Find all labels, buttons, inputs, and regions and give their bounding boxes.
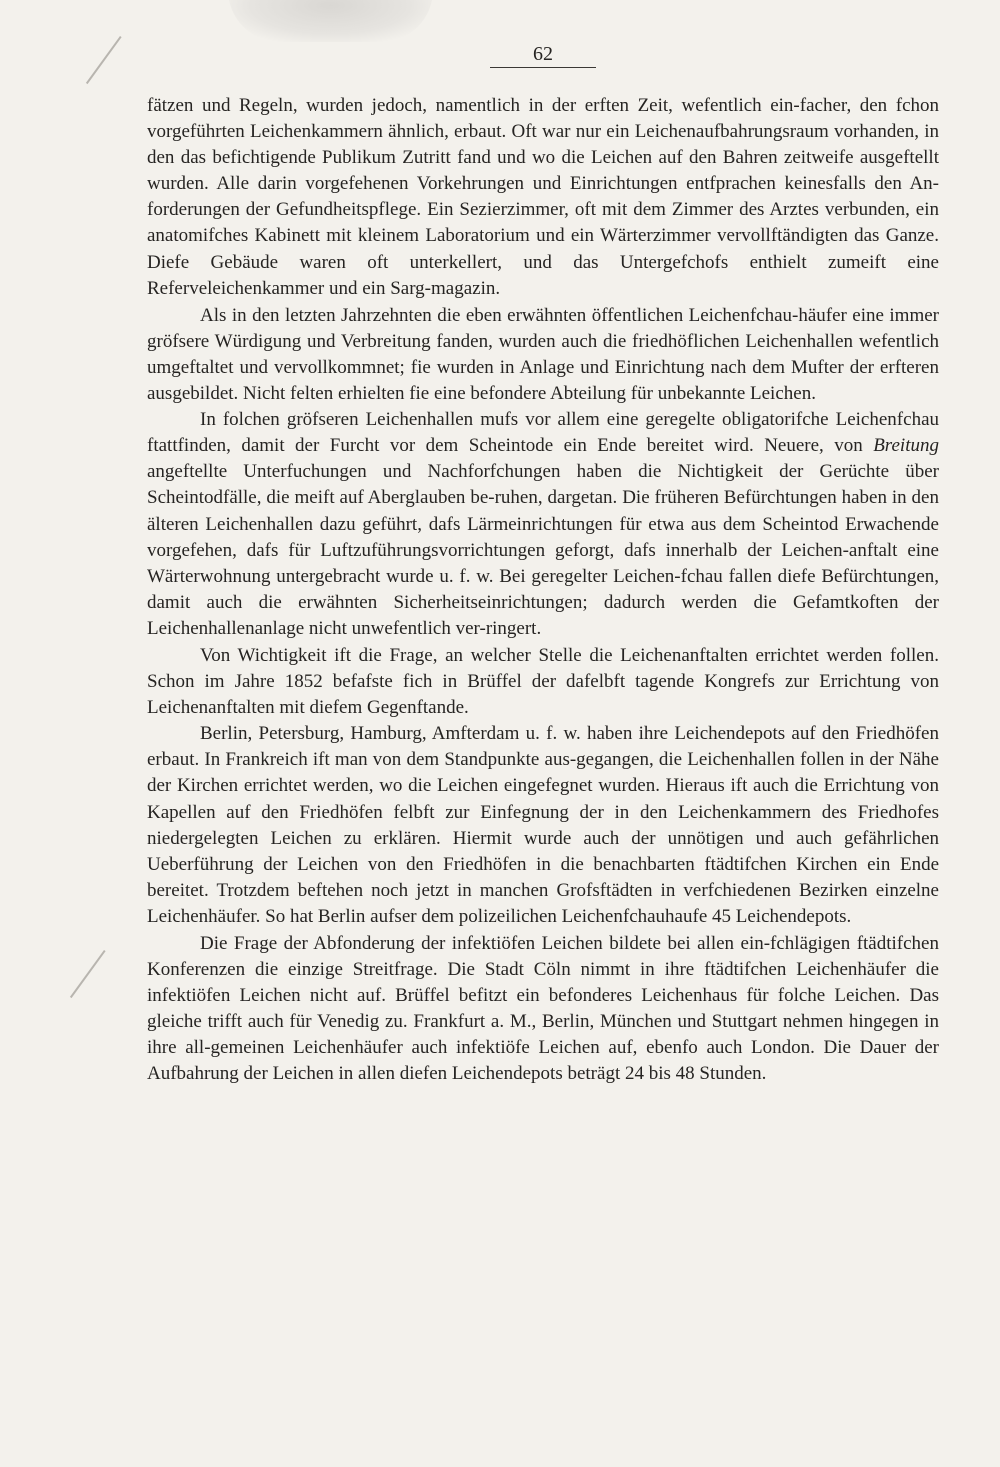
- paragraph-3-text-before: In folchen gröfseren Leichenhallen mufs vor allem eine geregelte obligatorifche Leichenfchau ftattfinden, damit der Furcht vor dem Scheintode ein Ende bereitet wird. Neuere, von: [147, 409, 939, 457]
- scan-smudge: [228, 0, 433, 42]
- paragraph-1: fätzen und Regeln, wurden jedoch, namentlich in der erften Zeit, wefentlich ein-facher, den fchon vorgeführten Leichenkammern ähnlich, erbaut. Oft war nur ein Leichenaufbahrungsraum vorhanden, in den das befichtigende Publikum Zutritt fand und wo die Leichen auf den Bahren zeitweife ausgeftellt wurden. Alle darin vorgefehenen Vorkehrungen und Einrichtungen entfprachen keinesfalls den An-forderungen der Gefundheitspflege. Ein Sezierzimmer, oft mit dem Zimmer des Arztes verbunden, ein anatomifches Kabinett mit kleinem Laboratorium und ein Wärterzimmer vervollftändigten das Ganze. Diefe Gebäude waren oft unterkellert, und das Untergefchofs enthielt zumeift eine Referveleichenkammer und ein Sarg-magazin.: [147, 95, 939, 299]
- page-number-rule: [490, 67, 596, 68]
- paragraph-6: Die Frage der Abfonderung der infektiöfen Leichen bildete bei allen ein-fchlägigen ftädtifchen Konferenzen die einzige Streitfrage. Die Stadt Cöln nimmt in ihre ftädtifchen Leichenhäufer die infektiöfen Leichen nicht auf. Brüffel befitzt ein befonderes Leichenhaus für folche Leichen. Das gleiche trifft auch für Venedig zu. Frankfurt a. M., Berlin, München und Stuttgart nehmen hingegen in ihre all-gemeinen Leichenhäufer auch infektiöfe Leichen auf, ebenfo auch London. Die Dauer der Aufbahrung der Leichen in allen diefen Leichendepots beträgt 24 bis 48 Stunden.: [147, 933, 939, 1085]
- pencil-mark-top: [86, 36, 122, 84]
- pencil-mark-middle: [70, 950, 106, 998]
- body-text: [147, 93, 939, 1088]
- author-name-breitung: Breitung: [873, 435, 939, 457]
- paragraph-2: Als in den letzten Jahrzehnten die eben erwähnten öffentlichen Leichenfchau-häufer eine immer gröfsere Würdigung und Verbreitung fanden, wurden auch die friedhöflichen Leichenhallen wefentlich umgeftaltet und vervollkommnet; fie wurden in Anlage und Einrichtung nach dem Mufter der erfteren ausgebildet. Nicht felten erhielten fie eine befondere Abteilung für unbekannte Leichen.: [147, 304, 939, 405]
- paragraph-4: Von Wichtigkeit ift die Frage, an welcher Stelle die Leichenanftalten errichtet werden follen. Schon im Jahre 1852 befafste fich in Brüffel der dafelbft tagende Kongrefs zur Errichtung von Leichenanftalten mit diefem Gegenftande.: [147, 644, 939, 719]
- paragraph-3: [147, 407, 939, 642]
- paragraph-5: Berlin, Petersburg, Hamburg, Amfterdam u. f. w. haben ihre Leichendepots auf den Friedhöfen erbaut. In Frankreich ift man von dem Standpunkte aus-gegangen, die Leichenhallen follen in der Nähe der Kirchen errichtet werden, wo die Leichen eingefegnet wurden. Hieraus ift auch die Errichtung von Kapellen auf den Friedhöfen felbft zur Einfegnung der in den Leichenkammern des Friedhofes niedergelegten Leichen zu erklären. Hiermit wurde auch der unnötigen und auch gefährlichen Ueberführung der Leichen von den Friedhöfen in die benachbarten ftädtifchen Kirchen ein Ende bereitet. Trotzdem beftehen noch jetzt in manchen Grofsftädten in verfchiedenen Bezirken einzelne Leichenhäufer. So hat Berlin aufser dem polizeilichen Leichenfchauhaufe 45 Leichendepots.: [147, 723, 939, 927]
- paragraph-3-text-after: angeftellte Unterfuchungen und Nachforfchungen haben die Nichtigkeit der Gerüchte über Scheintodfälle, die meift auf Aberglauben be-ruhen, dargetan. Die früheren Befürchtungen haben in den älteren Leichenhallen dazu geführt, dafs Lärmeinrichtungen für etwa aus dem Scheintod Erwachende vorgefehen, dafs für Luftzuführungsvorrichtungen geforgt, dafs innerhalb der Leichen-anftalt eine Wärterwohnung untergebracht wurde u. f. w. Bei geregelter Leichen-fchau fallen diefe Befürchtungen, damit auch die erwähnten Sicherheitseinrichtungen; dadurch werden die Gefamtkoften der Leichenhallenanlage nicht unwefentlich ver-ringert.: [147, 461, 939, 639]
- page-number: 62: [533, 43, 553, 65]
